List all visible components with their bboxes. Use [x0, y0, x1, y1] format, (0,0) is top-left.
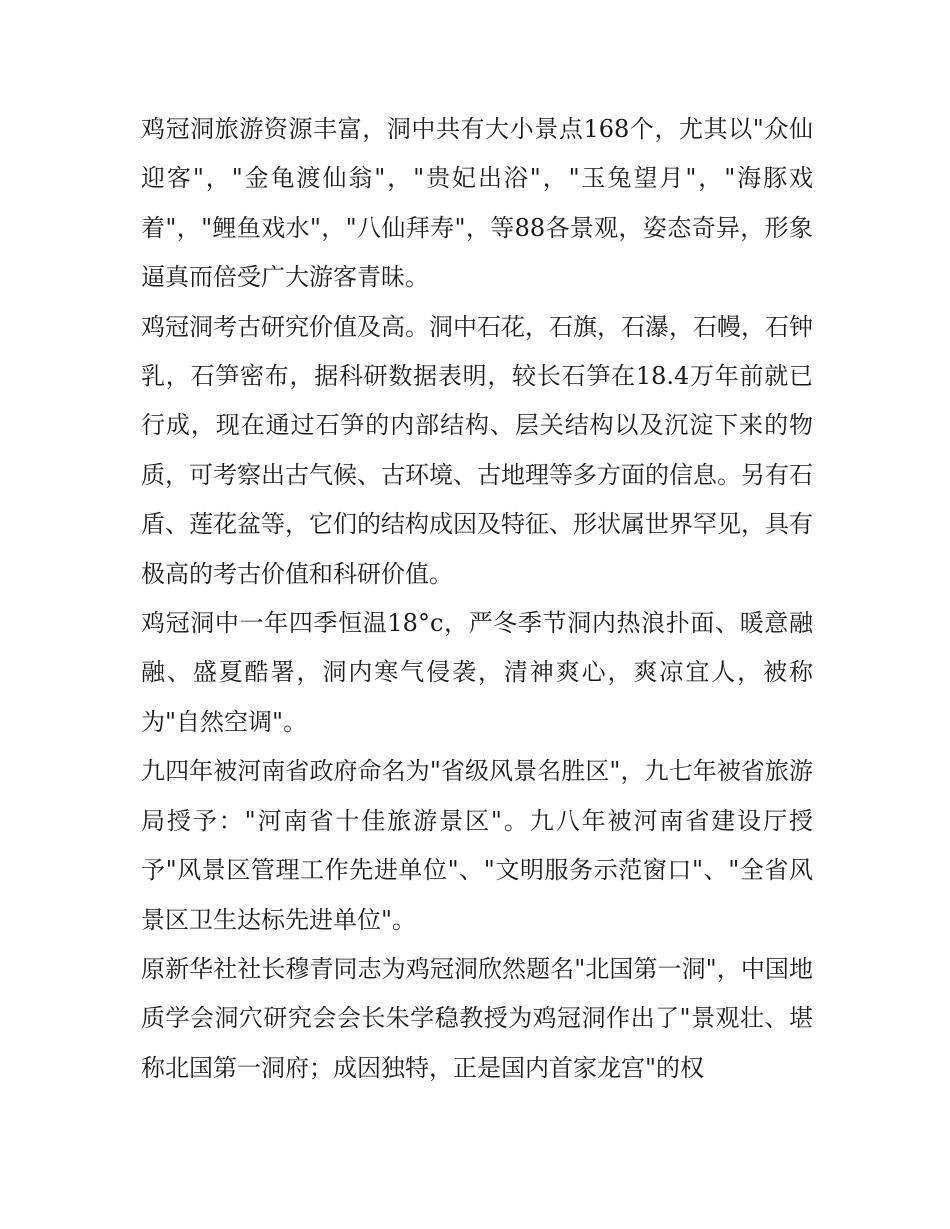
- paragraph-attractions: 鸡冠洞旅游资源丰富，洞中共有大小景点168个，尤其以"众仙迎客"，"金龟渡仙翁"，"贵妃出浴"，"玉兔望月"，"海豚戏着"，"鲤鱼戏水"，"八仙拜寿"，等88各景观，姿态奇异，形象逼真而倍受广大游客青昧。: [141, 115, 813, 292]
- document-body: [141, 105, 813, 1093]
- paragraph-research-value: 鸡冠洞考古研究价值及高。洞中石花，石旗，石瀑，石幔，石钟乳，石笋密布，据科研数据表明，较长石笋在18.4万年前就已行成，现在通过石笋的内部结构、层关结构以及沉淀下来的物质，可考察出古气候、古环境、古地理等多方面的信息。另有石盾、莲花盆等，它们的结构成因及特征、形状属世界罕见，具有极高的考古价值和科研价值。: [141, 312, 813, 588]
- paragraph-temperature: 鸡冠洞中一年四季恒温18°c，严冬季节洞内热浪扑面、暖意融融、盛夏酷署，洞内寒气侵袭，清神爽心，爽凉宜人，被称为"自然空调"。: [141, 609, 813, 736]
- paragraph-inscriptions: 原新华社社长穆青同志为鸡冠洞欣然题名"北国第一洞"，中国地质学会洞穴研究会会长朱学稳教授为鸡冠洞作出了"景观壮、堪称北国第一洞府；成因独特，正是国内首家龙宫"的权: [141, 954, 813, 1082]
- paragraph-honors: 九四年被河南省政府命名为"省级风景名胜区"，九七年被省旅游局授予："河南省十佳旅游景区"。九八年被河南省建设厅授予"风景区管理工作先进单位"、"文明服务示范窗口"、"全省风景区卫生达标先进单位"。: [141, 757, 813, 934]
